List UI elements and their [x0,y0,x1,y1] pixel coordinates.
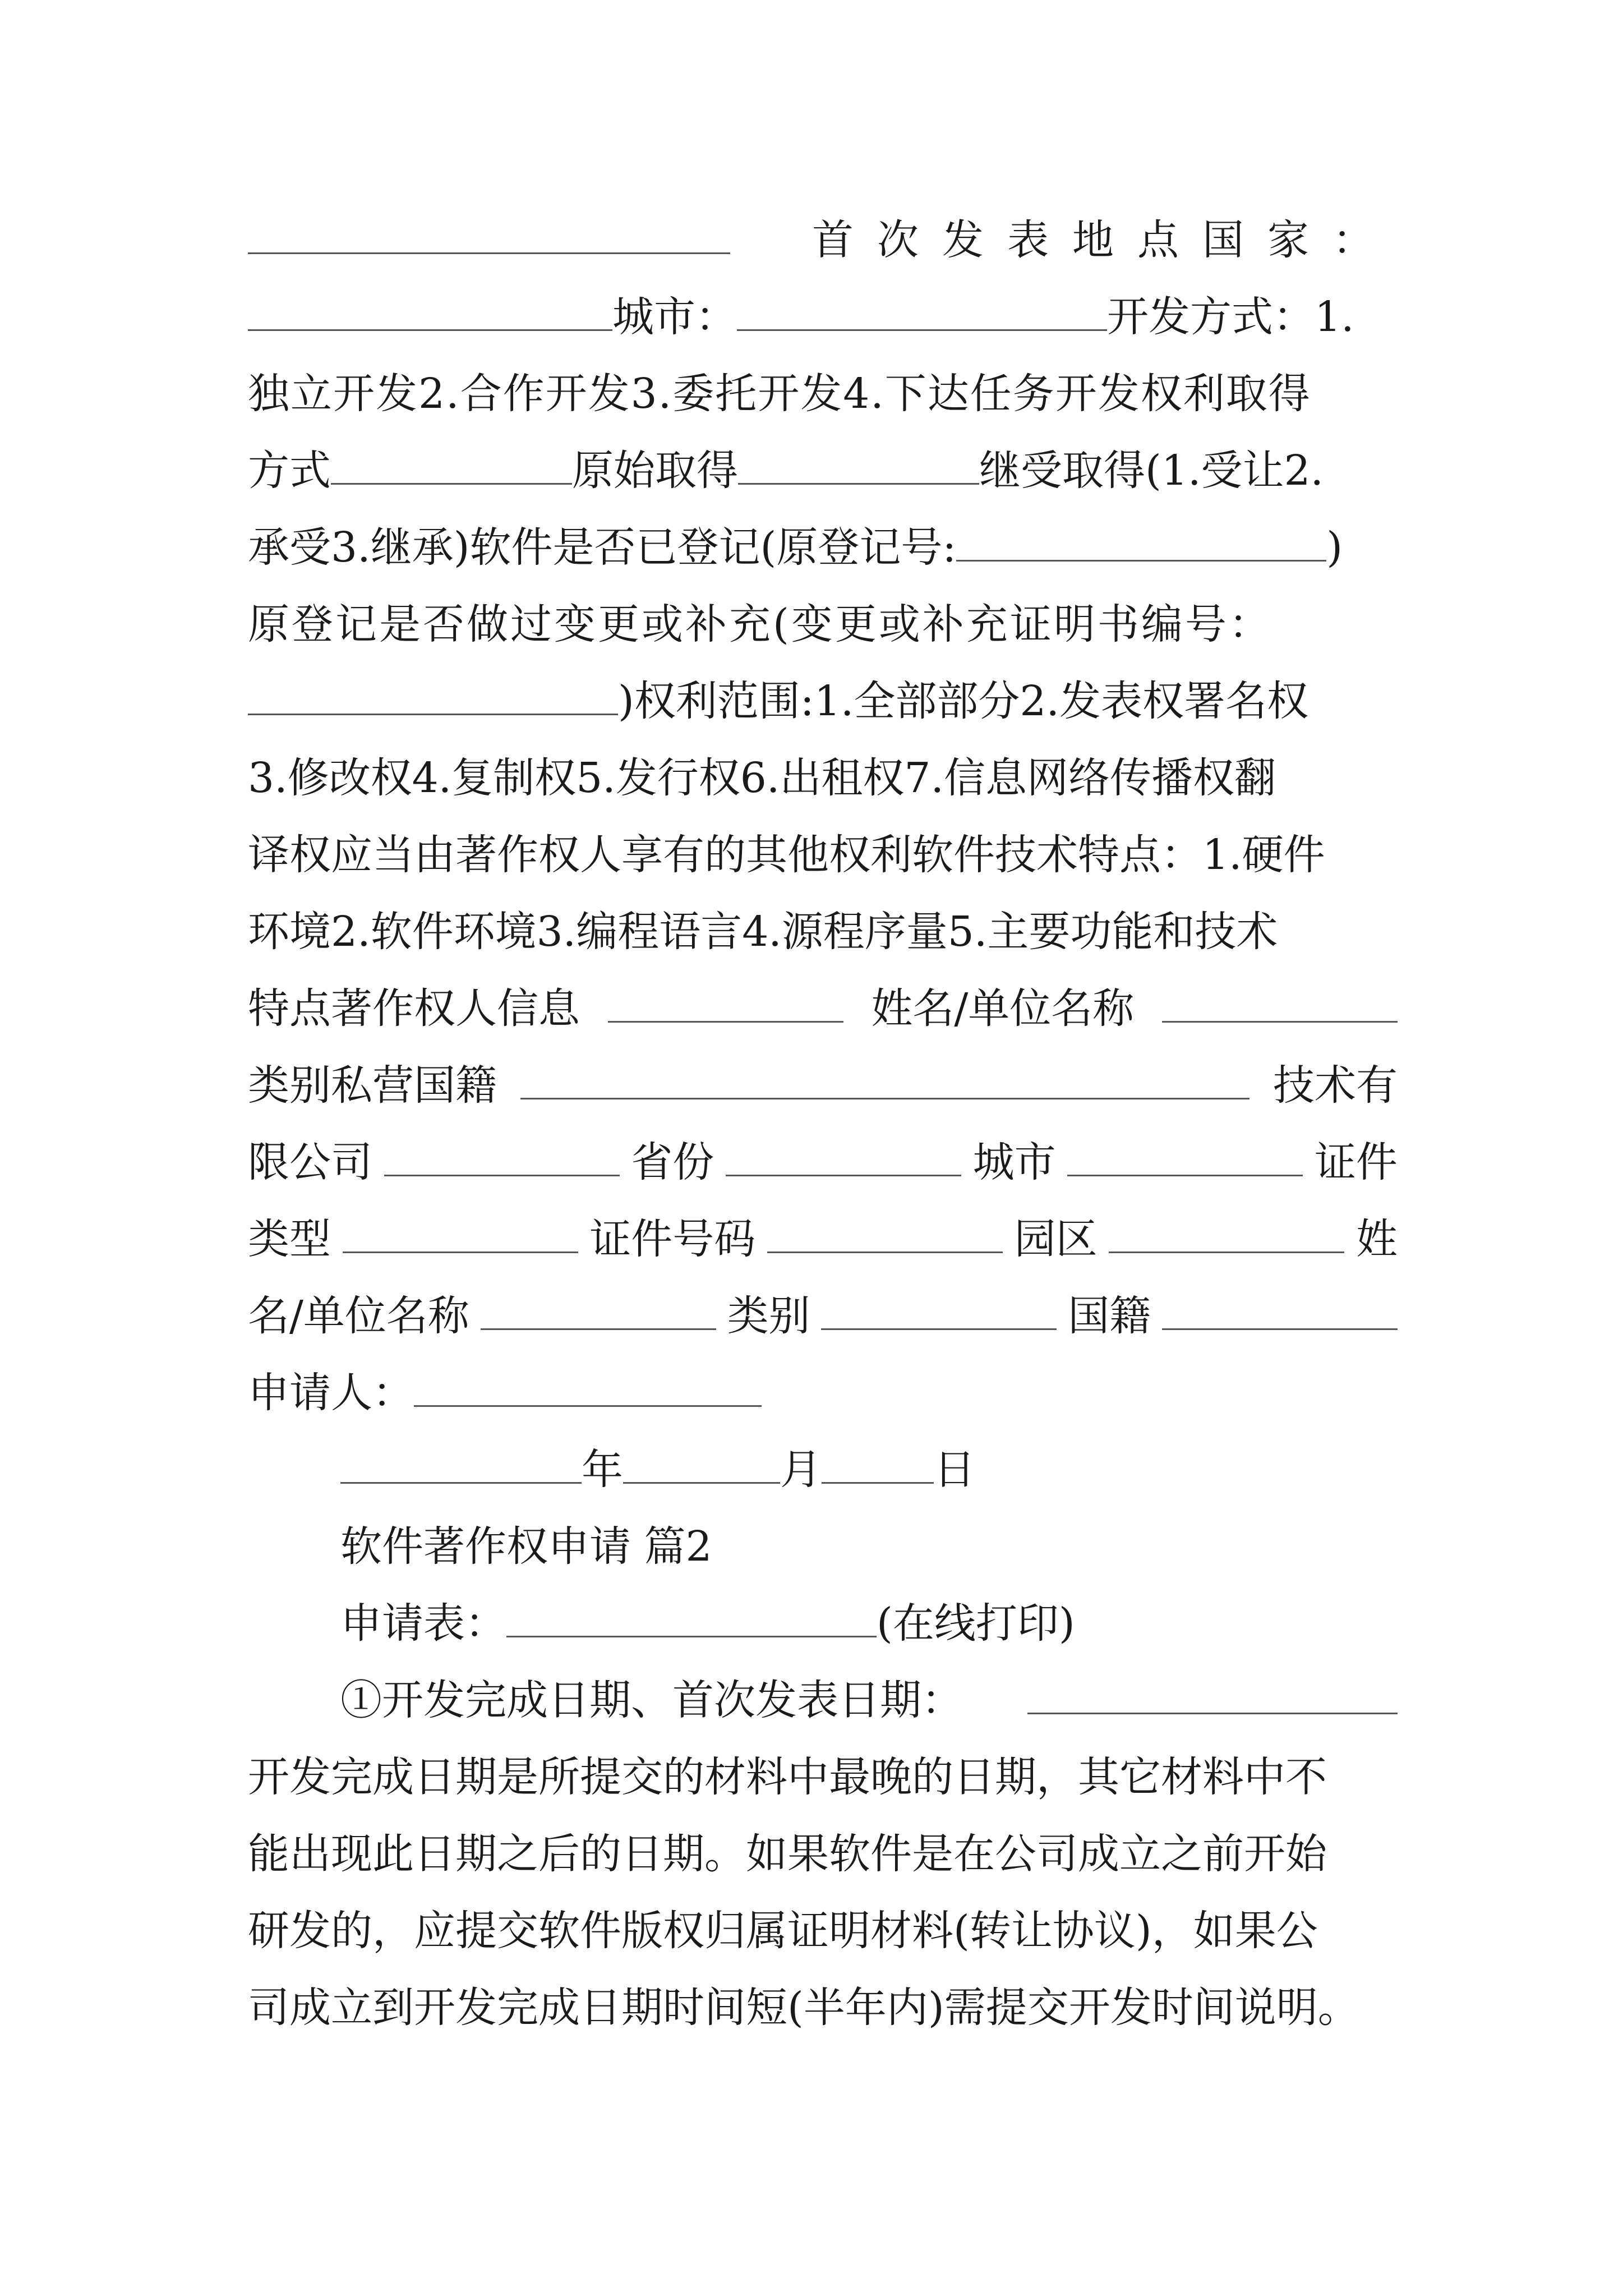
text-ltd-company: 限公司 [248,1138,372,1186]
text-line-13 [248,1124,1398,1201]
text-copyright-holder-info: 特点著作权人信息 [248,984,580,1033]
blank-field[interactable] [384,1135,620,1176]
text-line-18 [248,1508,1398,1585]
text-rights-list: 3.修改权4.复制权5.发行权6.出租权7.信息网络传播权翻 [248,754,1276,802]
blank-field[interactable] [737,290,1107,331]
text-dev-methods: 独立开发2.合作开发3.委托开发4.下达任务开发权利取得 [248,370,1311,418]
blank-field[interactable] [623,1443,780,1484]
text-line-21 [248,1739,1398,1816]
text-line-11 [248,970,1398,1047]
text-registered-question: 承受3.继承)软件是否已登记(原登记号: [248,523,957,572]
text-province-label: 省份 [631,1138,714,1186]
text-rights-other: 译权应当由著作权人享有的其他权利软件技术特点：1.硬件 [248,831,1325,879]
blank-field[interactable] [1162,1289,1398,1330]
text-first-publication-country: 首次发表地点国家： [812,216,1398,264]
blank-field[interactable] [343,1212,578,1253]
text-line-3 [248,356,1398,432]
text-paragraph-4: 司成立到开发完成日期时间短(半年内)需提交开发时间说明。 [248,1984,1359,2032]
text-line-16 [248,1355,1398,1432]
blank-field[interactable] [340,1443,582,1484]
text-park-label: 园区 [1014,1215,1098,1263]
text-category-nationality: 类别私营国籍 [248,1061,497,1110]
section-heading: 软件著作权申请 篇2 [340,1522,712,1571]
text-line-7 [248,663,1398,740]
blank-field[interactable] [822,1443,934,1484]
blank-field[interactable] [248,290,612,331]
text-line-4 [248,432,1398,509]
blank-field[interactable] [738,444,979,485]
text-paragraph-3: 研发的，应提交软件版权归属证明材料(转让协议)，如果公 [248,1907,1318,1955]
text-change-question: 原登记是否做过变更或补充(变更或补充证明书编号： [248,600,1272,648]
blank-field[interactable] [331,444,572,485]
text-city-label-2: 城市 [972,1138,1056,1186]
blank-field[interactable] [1027,1673,1398,1714]
text-paragraph-2: 能出现此日期之后的日期。如果软件是在公司成立之前开始 [248,1830,1327,1878]
text-nationality-label: 国籍 [1068,1292,1151,1340]
blank-field[interactable] [767,1212,1003,1253]
text-close-paren: ) [1326,523,1343,572]
blank-field[interactable] [1067,1135,1303,1176]
text-line-12 [248,1047,1398,1124]
text-cert-label: 证件 [1314,1138,1398,1186]
text-line-5 [248,509,1398,586]
blank-field[interactable] [481,1289,716,1330]
text-month-label: 月 [780,1446,822,1494]
text-cert-number-label: 证件号码 [589,1215,756,1263]
text-type-label: 类型 [248,1215,331,1263]
text-line-15 [248,1278,1398,1355]
blank-field[interactable] [956,521,1326,562]
blank-field[interactable] [506,1596,877,1637]
blank-field[interactable] [248,213,730,254]
text-rights-scope: )权利范围:1.全部部分2.发表权署名权 [618,677,1309,725]
text-line-8 [248,740,1398,817]
text-city-label: 城市： [612,293,737,341]
text-line-14 [248,1201,1398,1278]
text-applicant-label: 申请人： [248,1369,414,1417]
text-name-unit-label: 名/单位名称 [248,1292,469,1340]
blank-field[interactable] [608,982,843,1023]
blank-field[interactable] [821,1289,1057,1330]
text-inherited-acquisition: 继受取得(1.受让2. [979,447,1324,495]
text-line-23 [248,1893,1398,1970]
text-line-2 [248,279,1398,356]
text-dev-method-label: 开发方式：1. [1107,293,1354,341]
text-line-20 [248,1662,1398,1739]
text-line-1 [248,202,1398,279]
text-line-10 [248,894,1398,970]
text-line-9 [248,817,1398,894]
blank-field[interactable] [520,1059,1249,1099]
blank-field[interactable] [248,674,618,715]
text-original-acquisition: 原始取得 [572,447,738,495]
text-category-label: 类别 [727,1292,810,1340]
text-line-24 [248,1970,1398,2046]
text-dev-completion-date: ①开发完成日期、首次发表日期： [340,1676,963,1724]
blank-field[interactable] [414,1366,762,1407]
text-name-label: 姓名/单位名称 [871,984,1135,1033]
blank-field[interactable] [726,1135,961,1176]
text-line-17 [248,1432,1398,1508]
document-page [248,202,1398,2046]
text-day-label: 日 [934,1446,975,1494]
text-online-print: (在线打印) [877,1599,1075,1648]
blank-field[interactable] [1109,1212,1344,1253]
text-tech-features: 环境2.软件环境3.编程语言4.源程序量5.主要功能和技术 [248,908,1278,956]
blank-field[interactable] [1162,982,1398,1023]
text-surname-label: 姓 [1355,1215,1398,1263]
text-method-label: 方式 [248,447,331,495]
text-paragraph-1: 开发完成日期是所提交的材料中最晚的日期，其它材料中不 [248,1753,1327,1801]
text-year-label: 年 [582,1446,623,1494]
text-application-form-label: 申请表： [340,1599,506,1648]
text-line-6 [248,586,1398,663]
text-line-19 [248,1585,1398,1662]
text-tech-co: 技术有 [1273,1061,1398,1110]
text-line-22 [248,1816,1398,1893]
